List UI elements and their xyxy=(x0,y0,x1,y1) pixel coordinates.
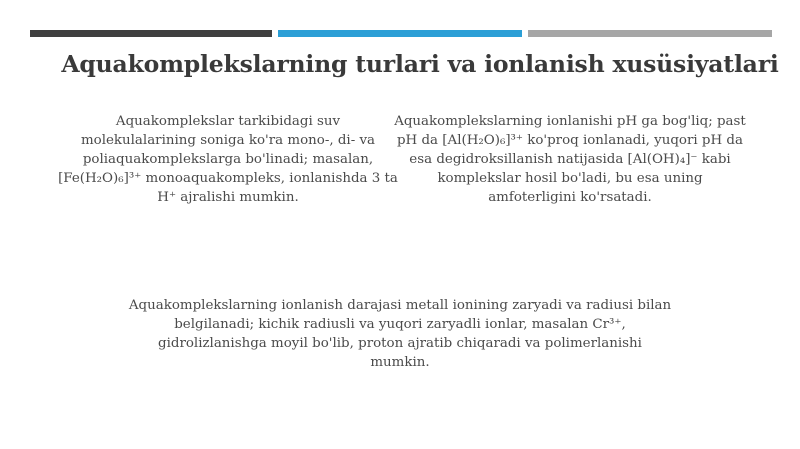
header-accent-bar-blue xyxy=(278,30,522,37)
header-accent-bar-dark xyxy=(30,30,272,37)
header-accent-bar-grey xyxy=(528,30,772,37)
text-block-right: Aquakomplekslarning ionlanishi pH ga bog'liq; past pH da [Al(H₂O)₆]³⁺ ko'proq ionlanadi, yuqori pH da esa degidroksillanish natijasida [Al(OH)₄]⁻ kabi komplekslar hosil bo'ladi, bu esa uning amfoterligini ko'rsatadi. xyxy=(394,114,746,205)
text-block-bottom: Aquakomplekslarning ionlanish darajasi metall ionining zaryadi va radiusi bilan belgilanadi; kichik radiusli va yuqori zaryadli ionlar, masalan Cr³⁺, gidrolizlanishga moyil bo'lib, proton ajratib chiqaradi va polimerlanishi mumkin. xyxy=(128,298,672,370)
slide-title: Aquakomplekslarning turlari va ionlanish xusüsiyatlari xyxy=(61,50,779,78)
text-block-left: Aquakomplekslar tarkibidagi suv molekulalarining soniga ko'ra mono-, di- va poliaquakomplekslarga bo'linadi; masalan, [Fe(H₂O)₆]³⁺ monoaquakompleks, ionlanishda 3 ta H⁺ ajralishi mumkin. xyxy=(58,114,398,205)
